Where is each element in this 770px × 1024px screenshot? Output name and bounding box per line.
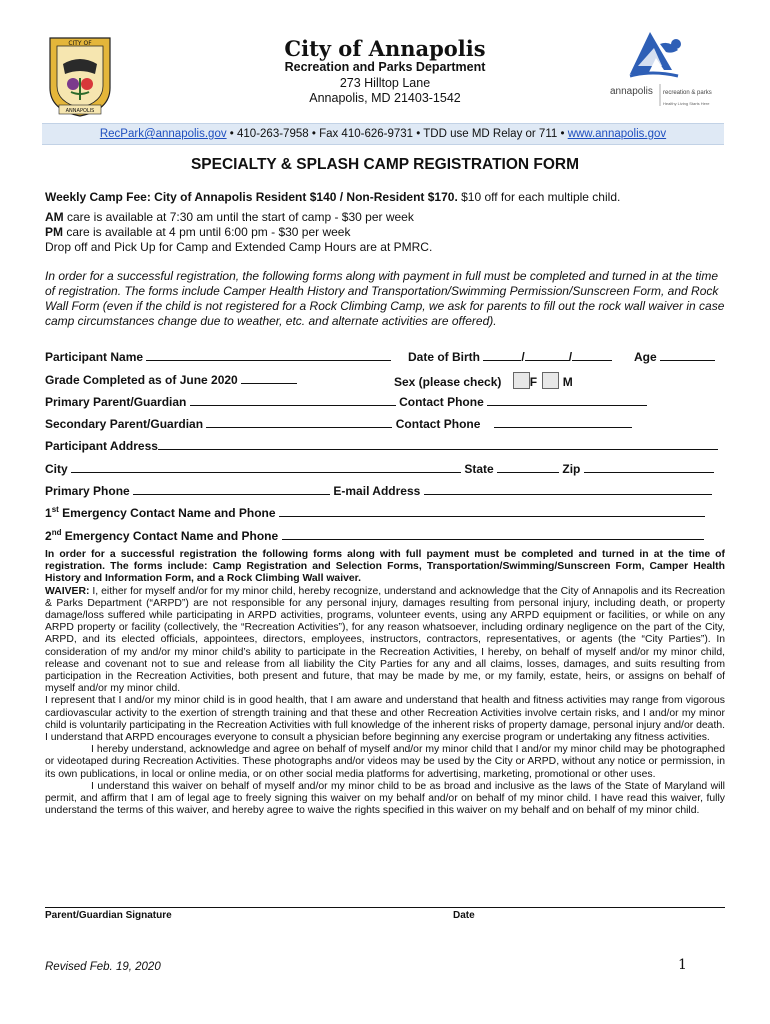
sex-m-label: M bbox=[562, 375, 573, 389]
emergency-2-number: 2 bbox=[45, 529, 52, 543]
primary-phone-label: Primary Phone bbox=[45, 484, 130, 498]
sex-f-checkbox[interactable] bbox=[513, 372, 530, 389]
emergency-contact-2-row bbox=[45, 528, 704, 543]
age-input[interactable] bbox=[660, 349, 715, 361]
participant-name-row bbox=[45, 349, 391, 364]
dob-row bbox=[408, 349, 612, 364]
form-title: SPECIALTY & SPLASH CAMP REGISTRATION FORM bbox=[190, 156, 580, 173]
age-row bbox=[634, 349, 715, 364]
instructions-paragraph: In order for a successful registration, the following forms along with payment in full must be completed and turned in at the time of registration. The forms include Camper Health History and Transportation/Swimming Permission/Sunscreen Form, and Rock Wall Form (even if the child is not registered for a Rock Climbing Camp, we ask for parents to fill out the rock wall waiver in case camp circumstances change due to weather, etc. and alternate activities are offered). bbox=[45, 269, 725, 328]
grade-input[interactable] bbox=[241, 372, 297, 384]
dob-day-input[interactable] bbox=[525, 349, 569, 361]
waiver-text-1: I, either for myself and/or for my minor child, hereby recognize, understand and acknowledge that the City of Annapolis and its Recreation & Parks Department (“ARPD”) are not responsible for any personal injury, damages resulting from personal injury, including death, or property damage/loss suffered while participating in ARPD activities, programs, volunteer events, using any ARPD equipment or facilities, or while on any ARPD property or facility (collectively, the “Recreation Activities”), for any reason whatsoever, including ordinary negligence on the part of the City, ARPD, and its elected officials, appointees, directors, employees, instructors, contractors, representatives, or agents (the “City Parties”). In consideration of my and/or my minor child’s ability to participate in the Recreation Activities, I hereby, on behalf of myself and/or my minor child, release and covenant not to sue and release from all liability the City Parties for any and all claims, losses, damages, and suits resulting from participation in the Recreation Activities, both present and future, that may be made by me, or my family, estate, heirs, or assigns on behalf of myself and/or my minor child. bbox=[45, 585, 725, 695]
dob-label: Date of Birth bbox=[408, 350, 480, 364]
waiver-section bbox=[45, 549, 725, 817]
camp-fee-discount: $10 off for each multiple child. bbox=[457, 190, 621, 204]
participant-address-label: Participant Address bbox=[45, 439, 158, 453]
primary-parent-label: Primary Parent/Guardian bbox=[45, 395, 187, 409]
separator: • bbox=[226, 128, 238, 140]
am-care-line bbox=[45, 210, 414, 225]
contact-phone-label: Contact Phone bbox=[395, 417, 481, 431]
waiver-paragraph-4: I understand this waiver on behalf of myself and/or my minor child to be as broad and inclusive as the laws of the State of Maryland will permit, and affirm that I am of legal age to freely signing this waiver on my behalf and/or on behalf of my minor child. I have read this waiver, fully understand the terms of this waiver, and hereby agree to waive the rights specified in this waiver on my behalf and on behalf of my minor child. bbox=[45, 780, 725, 817]
waiver-intro: In order for a successful registration the following forms along with full payment must be completed and turned in at the time of registration. The forms include: Camp Registration and Selection Forms, Transportation/Swimming/Sunscreen Form, Camper Health History and Information Form, and a Rock Climbing Wall waiver. bbox=[45, 549, 725, 585]
primary-phone-input[interactable] bbox=[133, 483, 330, 495]
logo-name: annapolis bbox=[610, 86, 653, 97]
email-link[interactable]: RecPark@annapolis.gov bbox=[99, 128, 227, 140]
city-label: City bbox=[45, 462, 68, 476]
sex-label: Sex (please check) bbox=[394, 375, 502, 389]
sex-m-checkbox[interactable] bbox=[542, 372, 559, 389]
separator: • bbox=[557, 128, 568, 140]
fax-number: Fax 410-626-9731 bbox=[319, 128, 414, 140]
state-label: State bbox=[464, 462, 494, 476]
emergency-1-input[interactable] bbox=[279, 505, 705, 517]
emergency-contact-1-row bbox=[45, 505, 705, 520]
website-link[interactable]: www.annapolis.gov bbox=[567, 128, 667, 140]
dob-year-input[interactable] bbox=[572, 349, 612, 361]
primary-parent-row bbox=[45, 394, 647, 409]
grade-row bbox=[45, 372, 297, 387]
city-row bbox=[45, 461, 714, 476]
dob-month-input[interactable] bbox=[483, 349, 521, 361]
email-address-label: E-mail Address bbox=[333, 484, 421, 498]
camp-fee-bold: Weekly Camp Fee: City of Annapolis Resident $140 / Non-Resident $170. bbox=[45, 190, 458, 204]
waiver-paragraph-2: I represent that I and/or my minor child is in good health, that I am aware and understand that health and fitness activities may range from vigorous cardiovascular activity to the exertion of strength training and that these and other Recreation Activities involve certain risks, and I and/or my minor child is voluntarily participating in the Recreation Activities with full knowledge of the inherent risks of property damage, personal injury and/or death. I understand that ARPD encourages everyone to consult a physician before beginning any exercise program or undertaking any fitness activities. bbox=[45, 695, 725, 744]
address-line-2: Annapolis, MD 21403-1542 bbox=[309, 91, 461, 105]
emergency-1-suffix: st bbox=[51, 505, 59, 514]
primary-phone-row bbox=[45, 483, 712, 498]
waiver-label: WAIVER: bbox=[45, 585, 90, 597]
secondary-parent-row bbox=[45, 416, 632, 431]
secondary-parent-label: Secondary Parent/Guardian bbox=[45, 417, 204, 431]
page-number: 1 bbox=[678, 957, 687, 973]
grade-label: Grade Completed as of June 2020 bbox=[45, 373, 238, 387]
emergency-1-label: Emergency Contact Name and Phone bbox=[58, 506, 276, 520]
contact-phone-label: Contact Phone bbox=[399, 395, 484, 409]
signature-line[interactable] bbox=[45, 907, 725, 908]
city-title: City of Annapolis bbox=[284, 36, 486, 61]
waiver-paragraph-1 bbox=[45, 586, 725, 696]
emergency-2-input[interactable] bbox=[282, 528, 704, 540]
sex-row bbox=[394, 372, 573, 389]
logo-tagline: Healthy Living Starts Here bbox=[663, 101, 710, 106]
participant-name-label: Participant Name bbox=[45, 350, 144, 364]
participant-address-input[interactable] bbox=[158, 438, 718, 450]
date-label: Date bbox=[453, 910, 475, 921]
dob-separator: / bbox=[568, 350, 573, 364]
emergency-1-number: 1 bbox=[45, 506, 52, 520]
tdd-info: TDD use MD Relay or 711 bbox=[423, 128, 558, 140]
am-label: AM bbox=[45, 210, 64, 224]
separator: • bbox=[413, 128, 424, 140]
separator: • bbox=[308, 128, 320, 140]
participant-address-row bbox=[45, 438, 718, 453]
email-address-input[interactable] bbox=[424, 483, 712, 495]
revised-date: Revised Feb. 19, 2020 bbox=[45, 961, 161, 973]
emergency-2-suffix: nd bbox=[51, 528, 62, 537]
waiver-paragraph-3: I hereby understand, acknowledge and agree on behalf of myself and/or my minor child that I and/or my minor child may be photographed or videotaped during Recreation Activities. These photographs and/or videos may be used by the City or ARPD, without any notice or permission, in its own publications, in local or online media, or on other social media platforms for advertising, marketing, promotional or other uses. bbox=[45, 744, 725, 780]
zip-input[interactable] bbox=[584, 461, 714, 473]
camp-fee-line bbox=[45, 190, 735, 205]
sex-f-label: F bbox=[529, 375, 538, 389]
dob-separator: / bbox=[521, 350, 525, 364]
phone-number: 410-263-7958 bbox=[237, 128, 309, 140]
participant-name-input[interactable] bbox=[146, 349, 391, 361]
am-text: care is available at 7:30 am until the start of camp - $30 per week bbox=[63, 210, 414, 224]
address-line-1: 273 Hilltop Lane bbox=[339, 76, 431, 90]
primary-contact-phone-input[interactable] bbox=[487, 394, 647, 406]
age-label: Age bbox=[634, 350, 657, 364]
seal-top-text: CITY OF bbox=[68, 40, 92, 47]
secondary-contact-phone-input[interactable] bbox=[494, 416, 632, 428]
zip-label: Zip bbox=[562, 462, 581, 476]
parent-signature-label: Parent/Guardian Signature bbox=[45, 910, 172, 921]
pm-text: care is available at 4 pm until 6:00 pm - $30 per week bbox=[63, 225, 351, 239]
pm-care-line bbox=[45, 225, 350, 240]
department-name: Recreation and Parks Department bbox=[284, 60, 486, 74]
pm-label: PM bbox=[45, 225, 63, 239]
primary-parent-input[interactable] bbox=[190, 394, 396, 406]
logo-subtitle: recreation & parks bbox=[663, 90, 712, 96]
recreation-parks-logo bbox=[608, 30, 718, 110]
city-input[interactable] bbox=[71, 461, 461, 473]
dropoff-line: Drop off and Pick Up for Camp and Extended Camp Hours are at PMRC. bbox=[45, 240, 433, 254]
contact-bar bbox=[42, 123, 724, 145]
state-input[interactable] bbox=[497, 461, 559, 473]
seal-bottom-text: ANNAPOLIS bbox=[65, 108, 95, 114]
emergency-2-label: Emergency Contact Name and Phone bbox=[61, 529, 279, 543]
secondary-parent-input[interactable] bbox=[206, 416, 392, 428]
